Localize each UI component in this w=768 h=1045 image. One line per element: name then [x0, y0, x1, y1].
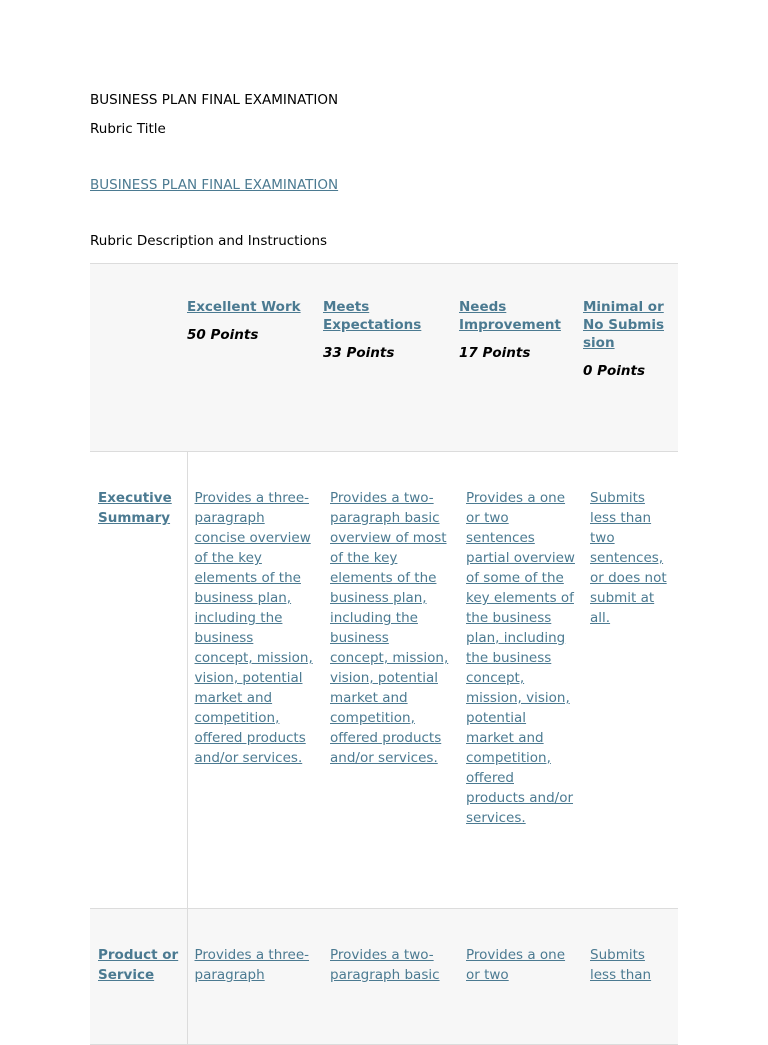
description-cell-minimal [583, 452, 678, 909]
rubric-table [90, 263, 678, 983]
criterion-description[interactable]: Provides a two-paragraph basic overview of most of the key elements of the business plan, including the business concept, mission, vision, potential market and competition, offered products and/or services. [330, 490, 449, 766]
level-name-minimal[interactable]: Minimal or No Submission [583, 299, 664, 351]
description-cell-needs-improvement [459, 452, 583, 909]
criterion-row-product-or-service [90, 909, 678, 1045]
level-header-minimal [583, 264, 678, 452]
criterion-description[interactable]: Submits less than two sentences, or does not submit at all. [590, 490, 667, 626]
rubric-header-row [90, 264, 678, 452]
level-header-needs-improvement [459, 264, 583, 452]
criterion-row-executive-summary [90, 452, 678, 909]
description-cell-minimal [583, 909, 678, 1045]
criterion-name-executive-summary[interactable]: Executive Summary [98, 490, 172, 526]
criterion-description[interactable]: Provides a one or two [466, 947, 566, 983]
description-cell-excellent [187, 452, 323, 909]
level-header-meets [323, 264, 459, 452]
level-name-meets[interactable]: Meets Expectations [323, 299, 422, 333]
description-cell-meets [323, 909, 459, 1045]
level-points-minimal: 0 Points [583, 363, 645, 379]
level-points-meets: 33 Points [323, 345, 395, 361]
header-corner-cell [90, 264, 187, 452]
level-name-needs-improvement[interactable]: Needs Improvement [459, 299, 561, 333]
rubric-header [90, 92, 678, 250]
rubric-title-link[interactable]: BUSINESS PLAN FINAL EXAMINATION [90, 177, 339, 193]
level-name-excellent[interactable]: Excellent Work [187, 299, 301, 315]
rubric-description-label: Rubric Description and Instructions [90, 233, 328, 249]
level-header-excellent [187, 264, 323, 452]
criterion-name-cell [90, 452, 187, 909]
level-points-excellent: 50 Points [187, 327, 259, 343]
criterion-name-product-or-service[interactable]: Product or Service [98, 947, 179, 983]
description-cell-meets [323, 452, 459, 909]
criterion-name-cell [90, 909, 187, 1045]
criterion-description[interactable]: Provides a three-paragraph concise overview of the key elements of the business plan, including the business concept, mission, vision, potential market and competition, offered products and/or services. [194, 490, 313, 766]
criterion-description[interactable]: Provides a three-paragraph [194, 947, 310, 983]
criterion-description[interactable]: Provides a two-paragraph basic [330, 947, 440, 983]
level-points-needs-improvement: 17 Points [459, 345, 531, 361]
criterion-description[interactable]: Submits less than [590, 947, 652, 983]
description-cell-excellent [187, 909, 323, 1045]
criterion-description[interactable]: Provides a one or two sentences partial overview of some of the key elements of the business plan, including the business concept, mission, vision, potential market and competition, offered products and/or services. [466, 490, 575, 826]
description-cell-needs-improvement [459, 909, 583, 1045]
rubric-title-label: Rubric Title [90, 121, 166, 137]
document-title: BUSINESS PLAN FINAL EXAMINATION [90, 92, 339, 108]
